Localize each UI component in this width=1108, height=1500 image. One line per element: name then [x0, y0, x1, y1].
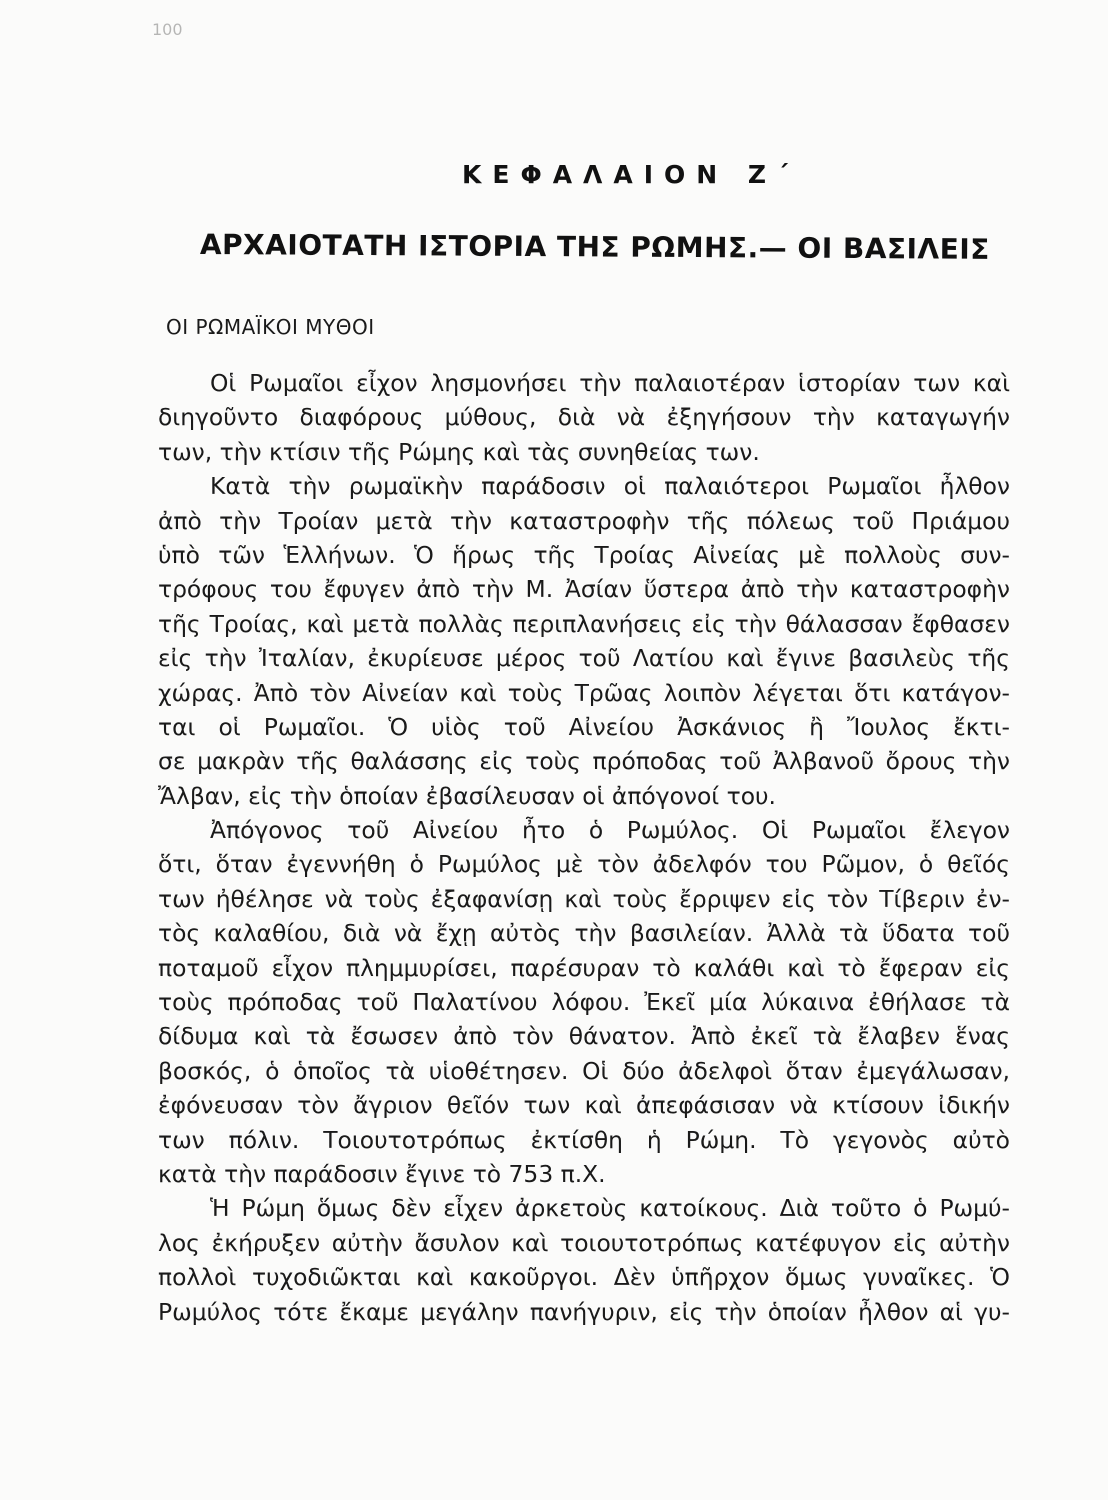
text-line: ται οἱ Ρωμαῖοι. Ὁ υἱὸς τοῦ Αἰνείου Ἀσκάνιος ἢ Ἴουλος ἔκτι- — [158, 712, 1010, 741]
text-line: ἀπὸ τὴν Τροίαν μετὰ τὴν καταστροφὴν τῆς πόλεως τοῦ Πριάμου — [158, 506, 1010, 535]
text-line: ποταμοῦ εἶχον πλημμυρίσει, παρέσυραν τὸ καλάθι καὶ τὸ ἔφεραν εἰς — [158, 953, 1010, 982]
text-line: τοὺς πρόποδας τοῦ Παλατίνου λόφου. Ἐκεῖ μία λύκαινα ἐθήλασε τὰ — [158, 988, 1010, 1017]
text-line: ὅτι, ὅταν ἐγεννήθη ὁ Ρωμύλος μὲ τὸν ἀδελφόν του Ρῶμον, ὁ θεῖός — [158, 850, 1010, 879]
text-line: Οἱ Ρωμαῖοι εἶχον λησμονήσει τὴν παλαιοτέραν ἱστορίαν των καὶ — [210, 369, 1010, 397]
text-line: Ἄλβαν, εἰς τὴν ὁποίαν ἐβασίλευσαν οἱ ἀπόγονοί του. — [158, 781, 776, 810]
text-line: σε μακρὰν τῆς θαλάσσης εἰς τοὺς πρόποδας τοῦ Ἀλβανοῦ ὄρους τὴν — [158, 747, 1010, 776]
body-text — [158, 366, 1010, 1329]
text-line: τῆς Τροίας, καὶ μετὰ πολλὰς περιπλανήσεις εἰς τὴν θάλασσαν ἔφθασεν — [158, 609, 1010, 638]
text-line: βοσκός, ὁ ὁποῖος τὰ υἱοθέτησεν. Οἱ δύο ἀδελφοὶ ὅταν ἐμεγάλωσαν, — [158, 1056, 1010, 1085]
text-line: των ἠθέλησε νὰ τοὺς ἐξαφανίσῃ καὶ τοὺς ἔρριψεν εἰς τὸν Τίβεριν ἐν- — [158, 884, 1010, 913]
text-line: τὸς καλαθίου, διὰ νὰ ἔχῃ αὐτὸς τὴν βασιλείαν. Ἀλλὰ τὰ ὕδατα τοῦ — [158, 919, 1010, 948]
section-heading: ΟΙ ΡΩΜΑΪΚΟΙ ΜΥΘΟΙ — [166, 315, 375, 339]
text-line: κατὰ τὴν παράδοσιν ἔγινε τὸ 753 π.Χ. — [158, 1159, 606, 1188]
text-line: χώρας. Ἀπὸ τὸν Αἰνείαν καὶ τοὺς Τρῶας λοιπὸν λέγεται ὅτι κατάγον- — [158, 678, 1010, 707]
text-line: εἰς τὴν Ἰταλίαν, ἐκυρίευσε μέρος τοῦ Λατίου καὶ ἔγινε βασιλεὺς τῆς — [158, 644, 1010, 673]
text-line: Ἀπόγονος τοῦ Αἰνείου ἦτο ὁ Ρωμύλος. Οἱ Ρωμαῖοι ἔλεγον — [210, 816, 1010, 845]
text-line: Ἡ Ρώμη ὅμως δὲν εἶχεν ἀρκετοὺς κατοίκους. Διὰ τοῦτο ὁ Ρωμύ- — [210, 1194, 1010, 1223]
text-line: τρόφους του ἔφυγεν ἀπὸ τὴν Μ. Ἀσίαν ὕστερα ἀπὸ τὴν καταστροφὴν — [158, 575, 1010, 604]
text-line: Κατὰ τὴν ρωμαϊκὴν παράδοσιν οἱ παλαιότεροι Ρωμαῖοι ἦλθον — [210, 472, 1010, 501]
chapter-label: ΚΕΦΑΛΑΙΟΝ Ζ΄ — [462, 160, 800, 189]
page-number: 100 — [152, 20, 183, 39]
text-line: των πόλιν. Τοιουτοτρόπως ἐκτίσθη ἡ Ρώμη. Τὸ γεγονὸς αὐτὸ — [158, 1125, 1010, 1154]
text-line: δίδυμα καὶ τὰ ἔσωσεν ἀπὸ τὸν θάνατον. Ἀπὸ ἐκεῖ τὰ ἔλαβεν ἕνας — [158, 1022, 1010, 1051]
text-line: διηγοῦντο διαφόρους μύθους, διὰ νὰ ἐξηγήσουν τὴν καταγωγήν — [158, 403, 1010, 432]
text-line: πολλοὶ τυχοδιῶκται καὶ κακοῦργοι. Δὲν ὑπῆρχον ὅμως γυναῖκες. Ὁ — [158, 1263, 1010, 1292]
text-line: ὑπὸ τῶν Ἑλλήνων. Ὁ ἥρως τῆς Τροίας Αἰνείας μὲ πολλοὺς συν- — [158, 540, 1010, 569]
text-line: Ρωμύλος τότε ἔκαμε μεγάλην πανήγυριν, εἰς τὴν ὁποίαν ἦλθον αἱ γυ- — [158, 1297, 1010, 1326]
chapter-title: ΑΡΧΑΙΟΤΑΤΗ ΙΣΤΟΡΙΑ ΤΗΣ ΡΩΜΗΣ.— ΟΙ ΒΑΣΙΛΕΙΣ — [199, 228, 990, 266]
text-line: ἐφόνευσαν τὸν ἄγριον θεῖόν των καὶ ἀπεφάσισαν νὰ κτίσουν ἰδικήν — [158, 1091, 1010, 1120]
bleed-through-text — [150, 80, 1030, 224]
text-line: των, τὴν κτίσιν τῆς Ρώμης καὶ τὰς συνηθείας των. — [158, 437, 760, 466]
text-line: λος ἐκήρυξεν αὐτὴν ἄσυλον καὶ τοιουτοτρόπως κατέφυγον εἰς αὐτὴν — [158, 1228, 1010, 1257]
